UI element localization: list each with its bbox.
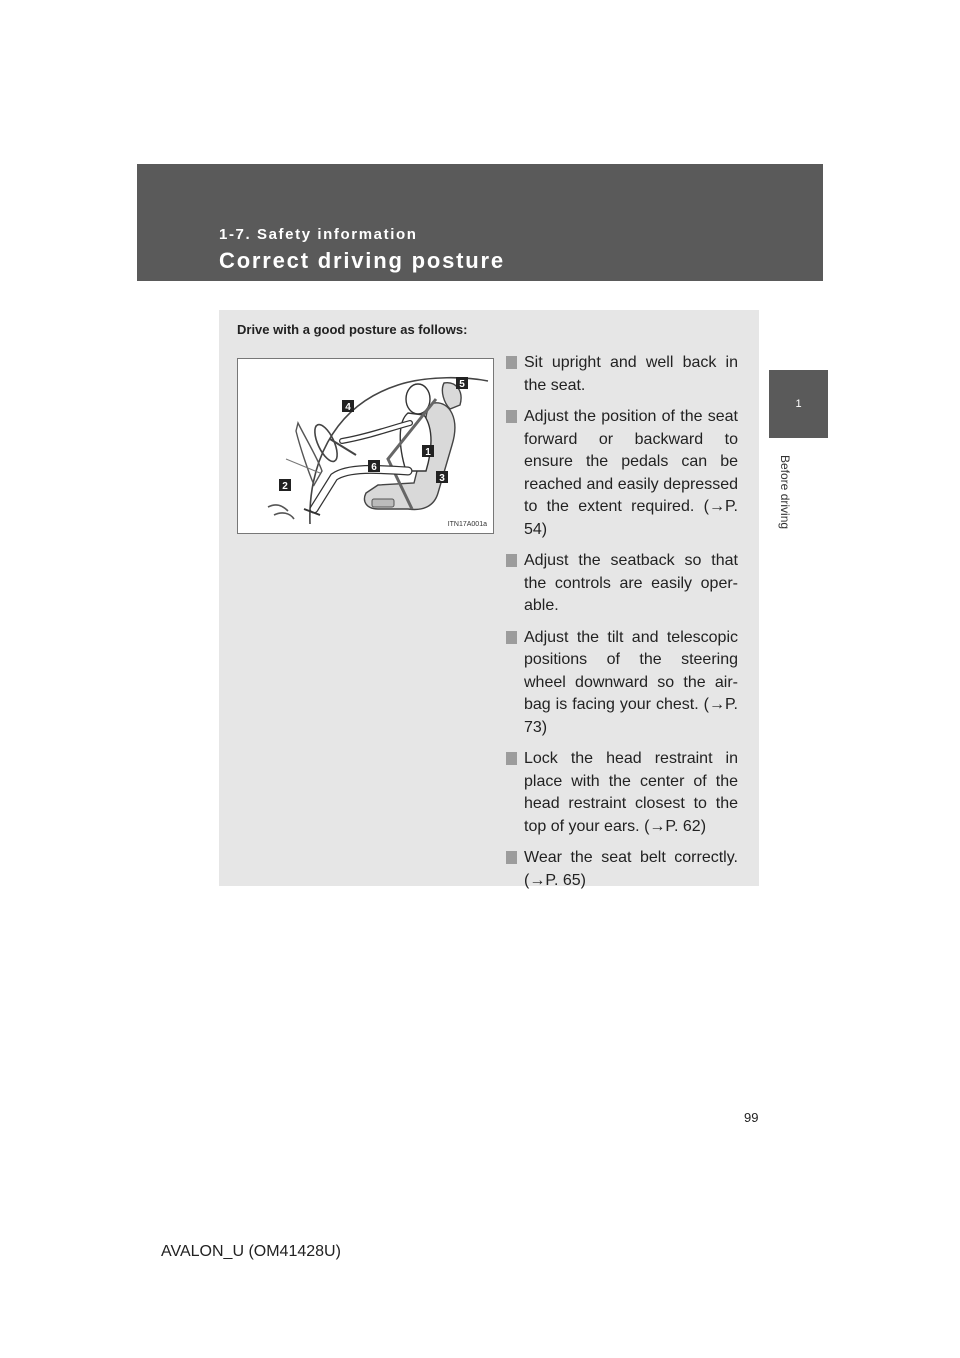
callout-4 (342, 400, 354, 413)
callout-6 (368, 460, 380, 473)
svg-text:6: 6 (371, 462, 377, 473)
section-header (137, 164, 823, 281)
posture-list (506, 352, 738, 901)
chapter-label: Before driving (778, 455, 792, 530)
square-bullet-icon (506, 356, 517, 369)
page-title: Correct driving posture (219, 248, 505, 273)
svg-text:2: 2 (282, 481, 288, 492)
callout-3 (436, 471, 448, 484)
list-item (506, 352, 738, 397)
content-panel (219, 310, 759, 889)
figure-code: ITN17A001a (447, 521, 487, 528)
square-bullet-icon (506, 851, 517, 864)
square-bullet-icon (506, 554, 517, 567)
callout-5 (456, 377, 468, 390)
list-item (506, 748, 738, 838)
chapter-tab[interactable]: 1 (769, 370, 828, 438)
driving-posture-figure (237, 358, 494, 534)
dashboard-outline (296, 423, 322, 485)
intro-text: Drive with a good posture as follows: (237, 322, 468, 337)
list-item-text: Adjust the tilt and telescopic positions of the steering wheel downward so the air-bag is facing your chest. (→P. 73) (524, 628, 738, 736)
list-item-text: Adjust the seatback so that the controls are easily oper-able. (524, 552, 738, 614)
square-bullet-icon (506, 631, 517, 644)
driver-illustration (238, 359, 493, 533)
list-item (506, 627, 738, 740)
page-number: 99 (744, 1110, 759, 1125)
list-item-text: Adjust the position of the seat forward or backward to ensure the pedals can be reached and easily depressed to the extent required. (→P. 54) (524, 408, 738, 538)
square-bullet-icon (506, 752, 517, 765)
dashboard-line (286, 459, 320, 473)
svg-text:1: 1 (425, 447, 431, 458)
callout-1 (422, 445, 434, 458)
square-bullet-icon (506, 410, 517, 423)
list-item (506, 847, 738, 892)
list-item (506, 550, 738, 618)
section-label: 1-7. Safety information (219, 226, 418, 243)
list-item-text: Wear the seat belt correctly. (→P. 65) (524, 849, 738, 889)
list-item (506, 406, 738, 541)
svg-text:5: 5 (459, 379, 465, 390)
list-item-text: Lock the head restraint in place with the center of the head restraint closest to the top of your ears. (→P. 62) (524, 750, 738, 835)
model-code: AVALON_U (OM41428U) (161, 1243, 341, 1260)
callout-2 (279, 479, 291, 492)
svg-text:4: 4 (345, 402, 351, 413)
svg-text:3: 3 (439, 473, 445, 484)
pedal-shape (268, 505, 288, 511)
seat-switch-shape (372, 499, 394, 507)
list-item-text: Sit upright and well back in the seat. (524, 354, 738, 394)
